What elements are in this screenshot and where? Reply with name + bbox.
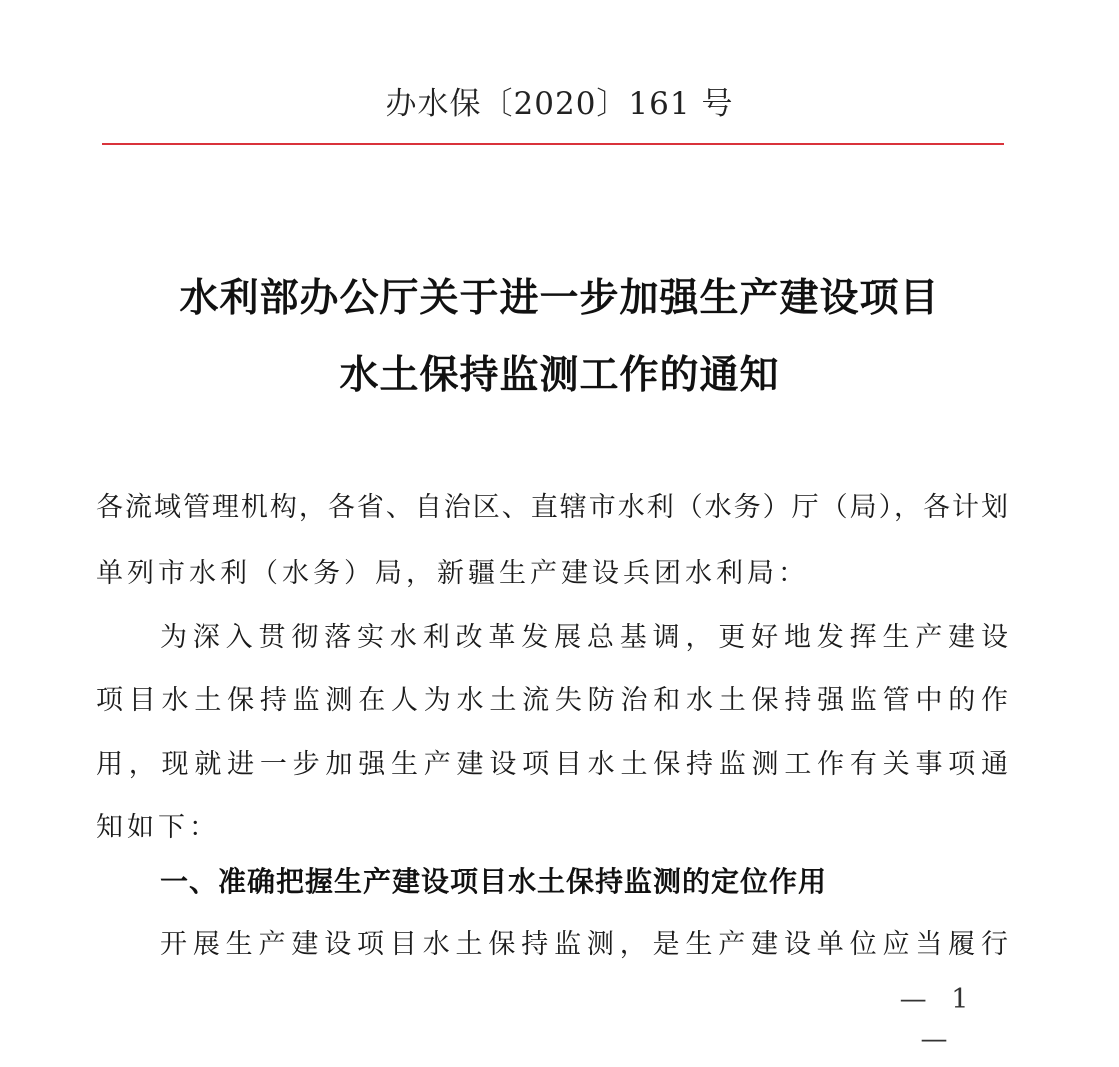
section-1-heading: 一、准确把握生产建设项目水土保持监测的定位作用	[160, 865, 828, 898]
paragraph-1-line-3: 用，现就进一步加强生产建设项目水土保持监测工作有关事项通	[96, 749, 1008, 780]
document-number: 办水保〔2020〕161 号	[385, 86, 734, 122]
paragraph-2-line-1: 开展生产建设项目水土保持监测，是生产建设单位应当履行	[160, 929, 1008, 960]
paragraph-1-line-1: 为深入贯彻落实水利改革发展总基调，更好地发挥生产建设	[160, 622, 1008, 653]
document-title-line-2: 水土保持监测工作的通知	[339, 353, 780, 398]
recipients-line-2: 单列市水利（水务）局，新疆生产建设兵团水利局：	[96, 558, 809, 589]
paragraph-1-line-2: 项目水土保持监测在人为水土流失防治和水土保持强监管中的作	[96, 685, 1008, 716]
page-number: — 1 —	[899, 984, 977, 1055]
paragraph-1-line-4: 知如下：	[96, 812, 220, 843]
document-title-line-1: 水利部办公厅关于进一步加强生产建设项目	[179, 276, 940, 321]
red-header-rule	[102, 143, 1004, 145]
recipients-line-1: 各流域管理机构，各省、自治区、直辖市水利（水务）厅（局），各计划	[96, 492, 1008, 523]
